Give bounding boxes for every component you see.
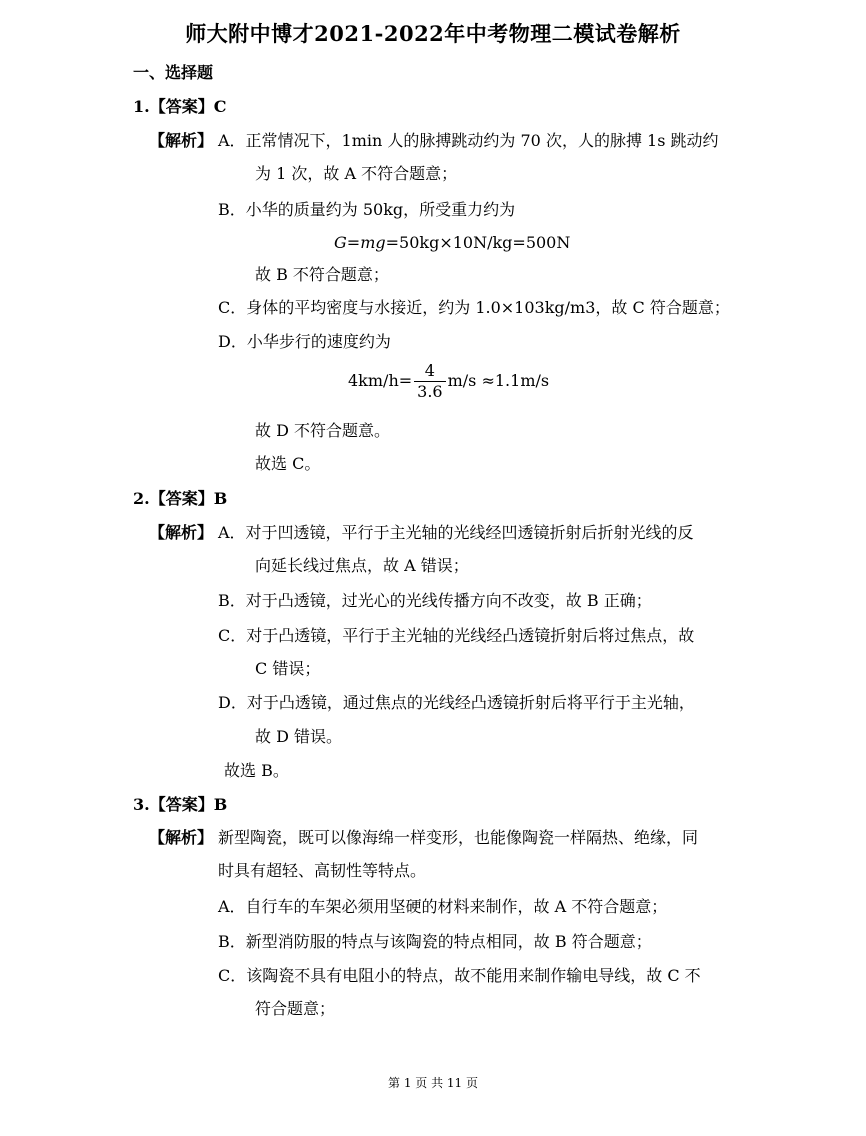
q1-conclusion: 故选 C。 xyxy=(255,454,321,473)
q1-option-d-line1: D．小华步行的速度约为 xyxy=(218,332,391,351)
formula-rest: =50kg×10N/kg=500N xyxy=(385,233,571,252)
q3-option-b: B．新型消防服的特点与该陶瓷的特点相同，故 B 符合题意； xyxy=(218,932,652,951)
q2-option-a-line2: 向延长线过焦点，故 A 错误； xyxy=(255,556,469,575)
formula-mg: mg xyxy=(360,233,386,252)
section-heading: 一、选择题 xyxy=(133,63,214,82)
q3-option-c-line1: C．该陶瓷不具有电阻小的特点，故不能用来制作输电导线，故 C 不 xyxy=(218,966,701,985)
q1-option-b-line2: 故 B 不符合题意； xyxy=(255,265,389,284)
formula-left: 4km/h= xyxy=(348,371,413,390)
q3-option-c-line2: 符合题意； xyxy=(255,999,336,1018)
formula-g: G xyxy=(334,233,347,252)
q1-option-d-line2: 故 D 不符合题意。 xyxy=(255,421,391,440)
q2-option-b: B．对于凸透镜，过光心的光线传播方向不改变，故 B 正确； xyxy=(218,591,652,610)
q1-option-b-line1: B．小华的质量约为 50kg，所受重力约为 xyxy=(218,200,516,219)
page-title: 师大附中博才2021-2022年中考物理二模试卷解析 xyxy=(185,21,681,46)
q2-analysis-label: 【解析】 xyxy=(149,523,214,542)
q2-answer: 2.【答案】B xyxy=(133,489,228,508)
q1-option-c: C．身体的平均密度与水接近，约为 1.0×103kg/m3，故 C 符合题意； xyxy=(218,298,730,317)
q3-analysis-label: 【解析】 xyxy=(149,828,214,847)
page-footer: 第 1 页 共 11 页 xyxy=(388,1076,478,1090)
q3-intro-line1: 新型陶瓷，既可以像海绵一样变形，也能像陶瓷一样隔热、绝缘，同 xyxy=(218,828,699,847)
q3-intro-line2: 时具有超轻、高韧性等特点。 xyxy=(218,861,427,880)
q1-speed-formula xyxy=(348,358,549,404)
q2-option-c-line2: C 错误； xyxy=(255,659,321,678)
q1-option-a-line2: 为 1 次，故 A 不符合题意； xyxy=(255,164,458,183)
q1-gravity-formula xyxy=(334,232,570,254)
formula-fraction xyxy=(414,361,445,402)
q1-answer: 1.【答案】C xyxy=(133,97,227,116)
q1-option-a-line1: A．正常情况下，1min 人的脉搏跳动约为 70 次，人的脉搏 1s 跳动约 xyxy=(218,131,719,150)
q3-answer: 3.【答案】B xyxy=(133,795,228,814)
q2-option-c-line1: C．对于凸透镜，平行于主光轴的光线经凸透镜折射后将过焦点，故 xyxy=(218,626,695,645)
formula-equals: = xyxy=(346,233,361,252)
q3-option-a: A．自行车的车架必须用坚硬的材料来制作，故 A 不符合题意； xyxy=(218,897,668,916)
fraction-numerator: 4 xyxy=(414,361,445,382)
q2-option-a-line1: A．对于凹透镜，平行于主光轴的光线经凹透镜折射后折射光线的反 xyxy=(218,523,694,542)
formula-right: m/s ≈1.1m/s xyxy=(447,371,550,390)
q2-option-d-line2: 故 D 错误。 xyxy=(255,727,343,746)
q2-option-d-line1: D．对于凸透镜，通过焦点的光线经凸透镜折射后将平行于主光轴， xyxy=(218,693,695,712)
fraction-denominator: 3.6 xyxy=(417,382,443,401)
q1-analysis-label: 【解析】 xyxy=(149,131,214,150)
q2-conclusion: 故选 B。 xyxy=(224,761,289,780)
